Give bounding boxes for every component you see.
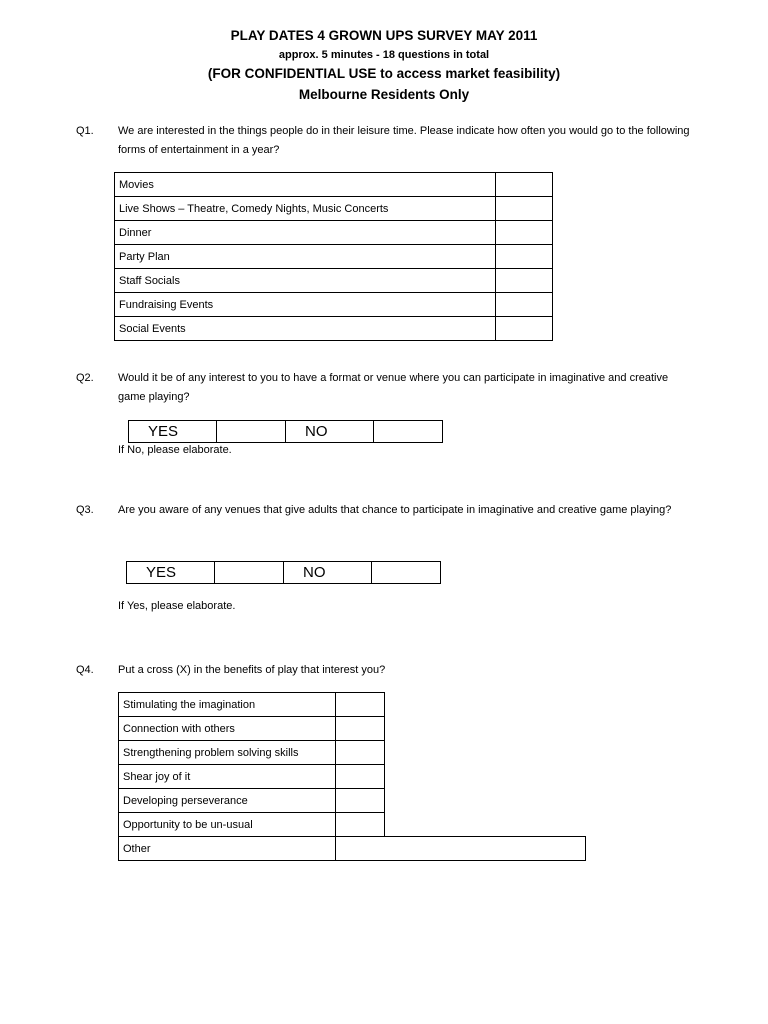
- q1-answer-cell[interactable]: [496, 269, 553, 293]
- q3-yes-label: YES: [127, 562, 215, 584]
- q3-no-label: NO: [284, 562, 372, 584]
- q3-text: Are you aware of any venues that give adults that chance to participate in imaginative and creative game playing?: [118, 504, 672, 516]
- q3-yes-no-table: [126, 561, 441, 584]
- table-row: [115, 197, 553, 221]
- q4-answer-cell[interactable]: [336, 813, 385, 837]
- q1-row-label: Dinner: [115, 221, 496, 245]
- q2-elaborate-note: If No, please elaborate.: [118, 444, 232, 456]
- q2-no-label: NO: [286, 421, 374, 443]
- table-row: [115, 293, 553, 317]
- q4-row-label: Opportunity to be un-usual: [119, 813, 336, 837]
- q4-row-label: Shear joy of it: [119, 765, 336, 789]
- q4-number: Q4.: [76, 664, 94, 676]
- q3-no-box[interactable]: [372, 562, 441, 584]
- table-row: [119, 765, 586, 789]
- q4-row-label: Stimulating the imagination: [119, 693, 336, 717]
- q2-no-box[interactable]: [374, 421, 443, 443]
- q1-answer-cell[interactable]: [496, 197, 553, 221]
- q1-table: [114, 172, 553, 341]
- q2-text: Would it be of any interest to you to have a format or venue where you can participate in imaginative and creative game playing?: [118, 372, 669, 403]
- q2-yes-no-table: [128, 420, 443, 443]
- q4-row-label: Strengthening problem solving skills: [119, 741, 336, 765]
- residents-note: Melbourne Residents Only: [298, 87, 470, 102]
- q1-answer-cell[interactable]: [496, 221, 553, 245]
- q1-text: We are interested in the things people do in their leisure time. Please indicate how often you would go to the following forms of entertainment in a year?: [118, 125, 690, 156]
- q2-yes-label: YES: [129, 421, 217, 443]
- survey-title: PLAY DATES 4 GROWN UPS SURVEY MAY 2011: [230, 28, 538, 43]
- q2-number: Q2.: [76, 372, 94, 384]
- q1-row-label: Party Plan: [115, 245, 496, 269]
- q2-yes-box[interactable]: [217, 421, 286, 443]
- q4-text: Put a cross (X) in the benefits of play that interest you?: [118, 664, 386, 676]
- table-row: [115, 173, 553, 197]
- q4-row-label: Connection with others: [119, 717, 336, 741]
- q1-answer-cell[interactable]: [496, 173, 553, 197]
- table-row: [119, 693, 586, 717]
- q4-answer-cell[interactable]: [336, 789, 385, 813]
- table-row: [119, 837, 586, 861]
- q3-yes-box[interactable]: [215, 562, 284, 584]
- q4-table: [118, 692, 586, 861]
- table-row: [119, 741, 586, 765]
- table-row: [119, 717, 586, 741]
- table-row: [115, 269, 553, 293]
- table-row: [115, 245, 553, 269]
- q1-row-label: Movies: [115, 173, 496, 197]
- q4-other-field[interactable]: [336, 837, 586, 861]
- q1-row-label: Staff Socials: [115, 269, 496, 293]
- q4-answer-cell[interactable]: [336, 717, 385, 741]
- q3-number: Q3.: [76, 504, 94, 516]
- table-row: [115, 317, 553, 341]
- q4-row-label: Developing perseverance: [119, 789, 336, 813]
- q1-row-label: Fundraising Events: [115, 293, 496, 317]
- q4-other-label: Other: [119, 837, 336, 861]
- q4-answer-cell[interactable]: [336, 765, 385, 789]
- q1-row-label: Live Shows – Theatre, Comedy Nights, Music Concerts: [115, 197, 496, 221]
- table-row: [115, 221, 553, 245]
- table-row: [119, 813, 586, 837]
- table-row: [119, 789, 586, 813]
- q1-row-label: Social Events: [115, 317, 496, 341]
- q4-answer-cell[interactable]: [336, 693, 385, 717]
- survey-subtitle: approx. 5 minutes - 18 questions in total: [278, 49, 490, 61]
- q1-answer-cell[interactable]: [496, 245, 553, 269]
- q1-answer-cell[interactable]: [496, 293, 553, 317]
- q1-answer-cell[interactable]: [496, 317, 553, 341]
- confidential-note: (FOR CONFIDENTIAL USE to access market feasibility): [207, 66, 561, 81]
- q3-elaborate-note: If Yes, please elaborate.: [118, 600, 236, 612]
- q4-answer-cell[interactable]: [336, 741, 385, 765]
- q1-number: Q1.: [76, 125, 94, 137]
